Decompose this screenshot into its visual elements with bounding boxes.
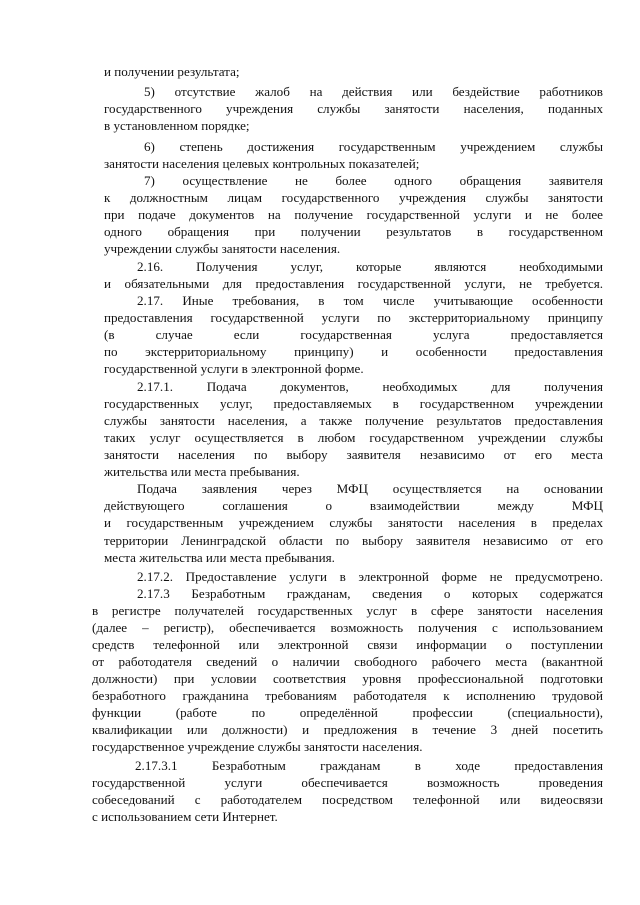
text-line: жительства или места пребывания. (104, 464, 300, 479)
text-line: одного обращения при получении результатов в государственном (104, 224, 603, 239)
text-line: занятости населения целевых контрольных показателей; (104, 156, 420, 171)
text-line: службы занятости населения, а также получение результатов предоставления (104, 413, 603, 428)
text-line: места жительства или места пребывания. (104, 550, 335, 565)
text-line: предоставления государственной услуги по экстерриториальному принципу (104, 310, 603, 325)
text-line: должности) при условии соответствия уровня профессиональной подготовки (92, 671, 603, 686)
text-line: и государственным учреждением службы занятости населения в пределах (104, 515, 603, 530)
text-line: государственных услуг, предоставляемых в государственном учреждении (104, 396, 603, 411)
text-line: в регистре получателей государственных услуг в сфере занятости населения (92, 603, 603, 618)
text-line: 2.17.1. Подача документов, необходимых для получения (137, 379, 603, 394)
text-line: государственного учреждения службы занятости населения, поданных (104, 101, 603, 116)
text-line: (далее – регистр), обеспечивается возможность получения с использованием (92, 620, 603, 635)
text-line: 2.17.2. Предоставление услуги в электронной форме не предусмотрено. (137, 569, 603, 584)
text-line: действующего соглашения о взаимодействии между МФЦ (104, 498, 603, 513)
text-line: 7) осуществление не более одного обращения заявителя (144, 173, 603, 188)
text-line: 5) отсутствие жалоб на действия или бездействие работников (144, 84, 603, 99)
text-line: собеседований с работодателем посредством телефонной или видеосвязи (92, 792, 603, 807)
text-line: занятости населения по выбору заявителя независимо от его места (104, 447, 603, 462)
text-line: учреждении службы занятости населения. (104, 241, 341, 256)
text-line: безработного гражданина требованиям работодателя к исполнению трудовой (92, 688, 603, 703)
text-line: 2.16. Получения услуг, которые являются необходимыми (137, 259, 603, 274)
text-line: 2.17.3 Безработным гражданам, сведения о которых содержатся (137, 586, 603, 601)
text-line: и получении результата; (104, 64, 240, 79)
text-line: при подаче документов на получение государственной услуги и не более (104, 207, 603, 222)
text-line: 2.17.3.1 Безработным гражданам в ходе предоставления (135, 758, 603, 773)
text-line: средств телефонной или электронной связи информации о поступлении (92, 637, 603, 652)
text-line: и обязательными для предоставления государственной услуги, не требуется. (104, 276, 603, 291)
text-line: государственной услуги в электронной форме. (104, 361, 364, 376)
text-line: территории Ленинградской области по выбору заявителя независимо от его (104, 533, 603, 548)
text-line: государственной услуги обеспечивается возможность проведения (92, 775, 603, 790)
text-line: по экстерриториальному принципу) и особенности предоставления (104, 344, 603, 359)
text-line: 2.17. Иные требования, в том числе учитывающие особенности (137, 293, 603, 308)
text-line: с использованием сети Интернет. (92, 809, 278, 824)
text-line: от работодателя сведений о наличии свободного рабочего места (вакантной (92, 654, 603, 669)
text-line: государственное учреждение службы занятости населения. (92, 739, 423, 754)
text-line: таких услуг осуществляется в любом государственном учреждении службы (104, 430, 603, 445)
text-line: квалификации или должности) и предложения в течение 3 дней посетить (92, 722, 603, 737)
text-line: к должностным лицам государственного учреждения службы занятости (104, 190, 603, 205)
text-line: (в случае если государственная услуга предоставляется (104, 327, 603, 342)
text-line: в установленном порядке; (104, 118, 250, 133)
text-line: 6) степень достижения государственным учреждением службы (144, 139, 603, 154)
text-line: функции (работе по определённой профессии (специальности), (92, 705, 603, 720)
text-line: Подача заявления через МФЦ осуществляется на основании (137, 481, 603, 496)
